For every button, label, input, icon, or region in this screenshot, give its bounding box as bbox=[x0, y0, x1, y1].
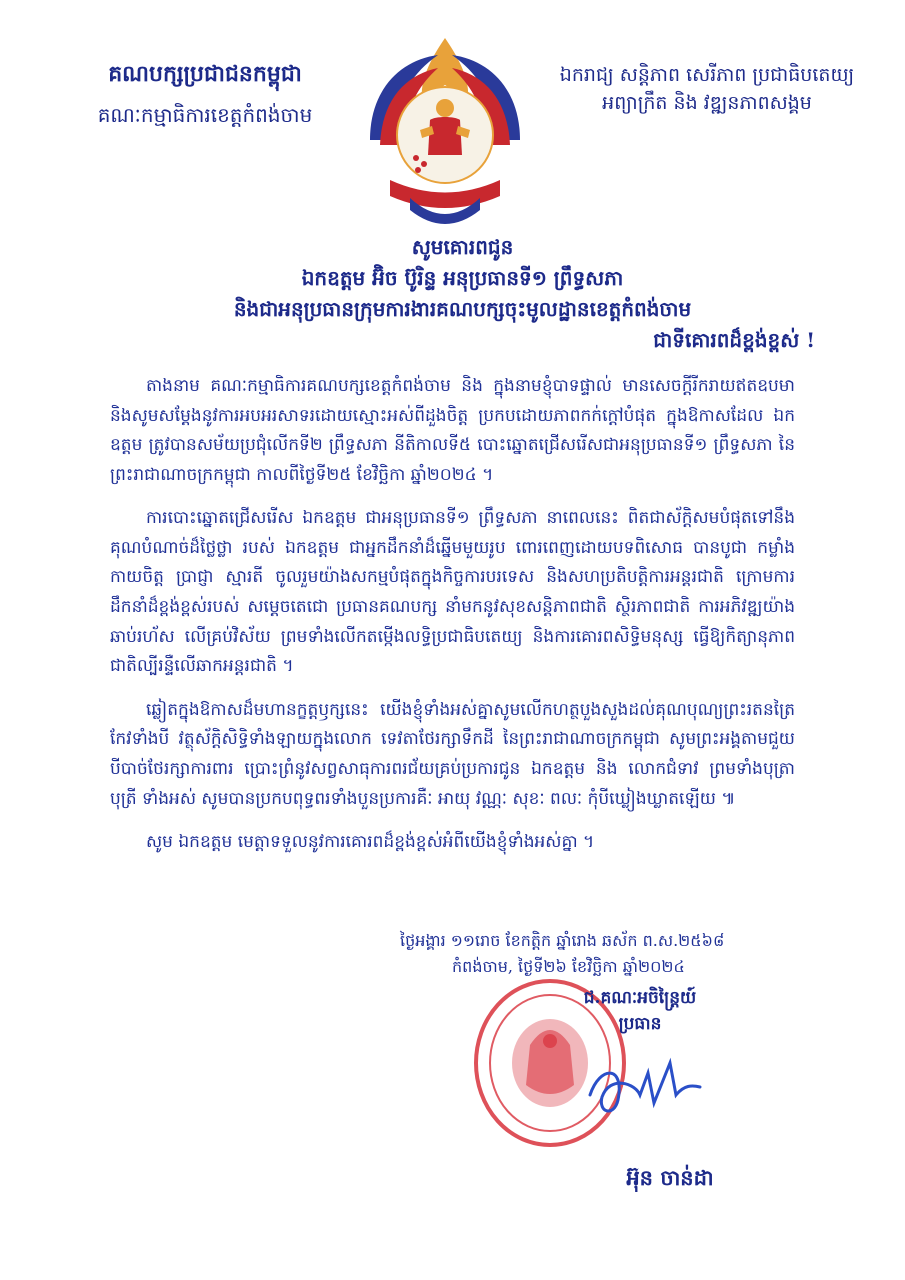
signer-title bbox=[540, 986, 740, 1037]
motto-line-2: អព្យាក្រឹត និង វឌ្ឍនភាពសង្គម bbox=[602, 91, 812, 114]
committee-name: គណៈកម្មាធិការខេត្តកំពង់ចាម bbox=[97, 103, 313, 127]
body-paragraph-1: តាងនាម គណៈកម្មាធិការគណបក្សខេត្តកំពង់ចាម និង ក្នុងនាមខ្ញុំបាទផ្ទាល់ មានសេចក្តីរីករាយឥតឧបមា និងសូមសម្តែងនូវការអបអរសាទរដោយស្មោះអស់ពីដួងចិត្ត ប្រកបដោយភាពកក់ក្តៅបំផុត ក្នុងឱកាសដែល ឯកឧត្តម ត្រូវបានសម័យប្រជុំលើកទី២ ព្រឹទ្ធសភា នីតិកាលទី៥ បោះឆ្នោតជ្រើសរើសជាអនុប្រធានទី១ ព្រឹទ្ធសភា នៃព្រះរាជាណាចក្រកម្ពុជា កាលពីថ្ងៃទី២៥ ខែវិច្ឆិកា ឆ្នាំ២០២៤ ។ bbox=[110, 376, 795, 485]
salutation bbox=[100, 232, 825, 356]
body-paragraph-2: ការបោះឆ្នោតជ្រើសរើស ឯកឧត្តម ជាអនុប្រធានទី១ ព្រឹទ្ធសភា នាពេលនេះ ពិតជាស័ក្តិសមបំផុតទៅនឹងគុណបំណាច់ដ៏ថ្លៃថ្លា របស់ ឯកឧត្តម ជាអ្នកដឹកនាំដ៏ឆ្នើមមួយរូប ពោរពេញដោយបទពិសោធ បានបូជា កម្លាំងកាយចិត្ត ប្រាជ្ញា ស្មារតី ចូលរួមយ៉ាងសកម្មបំផុតក្នុងកិច្ចការបរទេស និងសហប្រតិបត្តិការអន្តរជាតិ ក្រោមការដឹកនាំដ៏ខ្ពង់ខ្ពស់របស់ សម្តេចតេជោ ប្រធានគណបក្ស នាំមកនូវសុខសន្តិភាពជាតិ ស្ថិរភាពជាតិ ការអភិវឌ្ឍយ៉ាងឆាប់រហ័ស លើគ្រប់វិស័យ ព្រមទាំងលើកតម្កើងលទ្ធិប្រជាធិបតេយ្យ និងការគោរពសិទ្ធិមនុស្ស ធ្វើឱ្យកិត្យានុភាពជាតិល្បីរន្ទឺលើឆាកអន្តរជាតិ ។ bbox=[110, 508, 795, 677]
party-logo bbox=[350, 30, 540, 230]
salutation-line-1: សូមគោរពជូន bbox=[411, 235, 514, 259]
place-date: កំពង់ចាម, ថ្ងៃទី២៦ ខែវិច្ឆិកា ឆ្នាំ២០២៤ bbox=[452, 956, 685, 976]
signer-role: ប្រធាន bbox=[618, 1013, 662, 1034]
logo-ribbon bbox=[390, 180, 500, 208]
body-paragraph-4: សូម ឯកឧត្តម មេត្តាទទួលនូវការគោរពដ៏ខ្ពង់ខ្ពស់អំពីយើងខ្ញុំទាំងអស់គ្នា ។ bbox=[146, 832, 595, 853]
party-name: គណបក្សប្រជាជនកម្ពុជា bbox=[108, 61, 302, 87]
logo-star bbox=[415, 167, 421, 173]
handwritten-signature bbox=[580, 1055, 710, 1125]
logo-deity-body bbox=[428, 117, 462, 155]
logo-deity-head bbox=[436, 99, 454, 117]
body-paragraph-3: ឆ្លៀតក្នុងឱកាសដ៏មហានក្ខត្តឫក្សនេះ យើងខ្ញុំទាំងអស់គ្នាសូមលើកហត្ថបួងសួងដល់គុណបុណ្យព្រះរតនត្រៃ កែវទាំងបី វត្ថុស័ក្តិសិទ្ធិទាំងឡាយក្នុងលោក ទេវតាថែរក្សាទឹកដី នៃព្រះរាជាណាចក្រកម្ពុជា សូមព្រះអង្គតាមជួយបីបាច់ថែរក្សាការពារ ប្រោះព្រំនូវសព្វសាធុការពរជ័យគ្រប់ប្រការជូន ឯកឧត្តម និង លោកជំទាវ ព្រមទាំងបុត្រា បុត្រី ទាំងអស់ សូមបានប្រកបពុទ្ធពរទាំងបួនប្រការគឺៈ អាយុ វណ្ណៈ សុខៈ ពលៈ កុំបីឃ្លៀងឃ្លាតឡើយ ៕ bbox=[110, 699, 795, 809]
salutation-line-4: ជាទីគោរពដ៏ខ្ពង់ខ្ពស់ ! bbox=[653, 328, 815, 352]
signer-org: ជ.គណៈអចិន្ត្រៃយ៍ bbox=[583, 988, 697, 1008]
lunar-date: ថ្ងៃអង្គារ ១១រោច ខែកត្តិក ឆ្នាំរោង ឆស័ក ព.ស.២៥៦៨ bbox=[400, 931, 725, 950]
motto-line-1: ឯករាជ្យ សន្តិភាព សេរីភាព ប្រជាធិបតេយ្យ bbox=[559, 64, 855, 86]
national-motto bbox=[557, 62, 857, 117]
salutation-line-3: និងជាអនុប្រធានក្រុមការងារគណបក្សចុះមូលដ្ឋានខេត្តកំពង់ចាម bbox=[233, 297, 692, 321]
logo-star bbox=[421, 161, 427, 167]
signer-name: អ៊ុន ចាន់ដា bbox=[626, 1165, 714, 1190]
logo-star bbox=[413, 155, 419, 161]
salutation-line-2: ឯកឧត្តម អ៊ិច ប៊ូរិន្ទ អនុប្រធានទី១ ព្រឹទ្ធសភា bbox=[301, 266, 624, 290]
party-header bbox=[60, 60, 350, 132]
letter-body bbox=[110, 372, 795, 872]
date-block bbox=[400, 928, 860, 979]
signature-stroke bbox=[590, 1063, 700, 1111]
